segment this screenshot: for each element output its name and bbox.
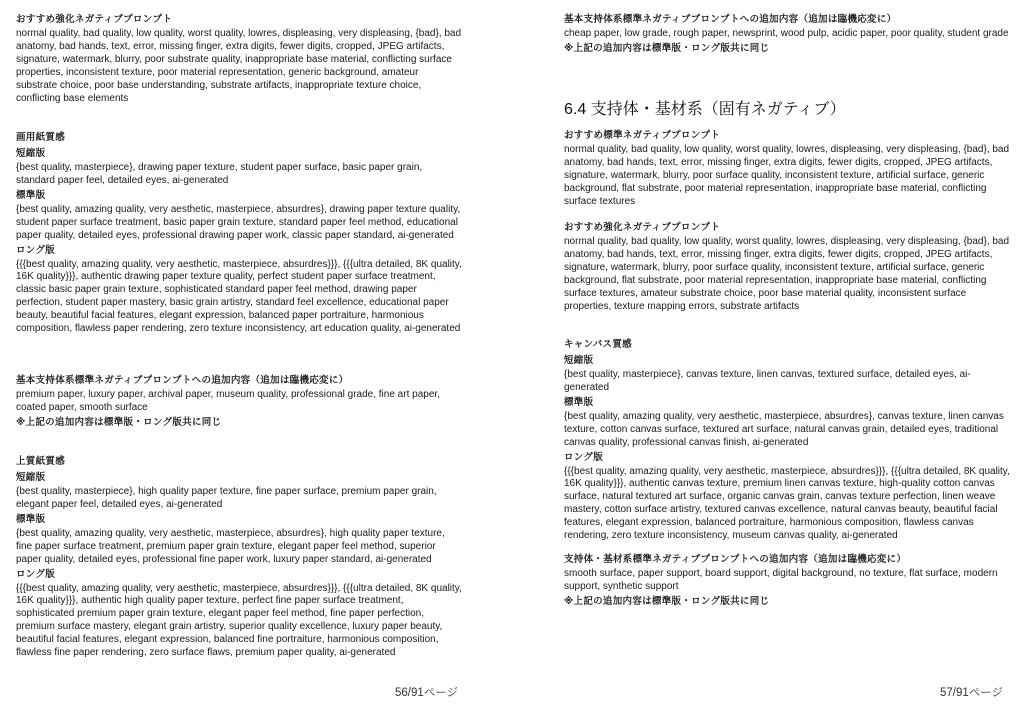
section-heading: 画用紙質感 [16,132,66,143]
long-label: ロング版 [16,244,56,256]
block-heading: 支持体・基材系標準ネガティブプロンプトへの追加内容（追加は臨機応変に） [564,554,907,565]
short-label: 短縮版 [16,472,46,483]
standard-prompt: {best quality, amazing quality, very aesthetic, masterpiece, absurdres}, canvas texture, linen canvas texture, cotton canvas surface, textured art surface, natural canvas grain, detailed eyes, traditional canvas quality, professional canvas finish, ai-generated [564,410,1004,448]
block-heading: おすすめ標準ネガティブプロンプト [564,130,721,141]
standard-label: 標準版 [16,189,46,201]
fine-paper-section [16,454,462,660]
long-label: ロング版 [564,451,604,463]
prompt-text: normal quality, bad quality, low quality, worst quality, lowres, displeasing, very displeasing, {bad}, bad anatomy, bad hands, text, error, missing finger, extra digits, fewer digits, cropped, JPEG artifacts, signature, watermark, blurry, poor surface quality, inconsistent texture, artificial surface, generic background, flat substrate, poor material representation, inappropriate base material, conflicting surface textures, amateur substrate choice, poor base material quality, inconsistent surface properties, texture mapping errors, substrate artifacts [564,236,1010,312]
prompt-text: normal quality, bad quality, low quality, worst quality, lowres, displeasing, very displeasing, {bad}, bad anatomy, bad hands, text, error, missing finger, extra digits, fewer digits, cropped, JPEG artifacts, signature, watermark, blurry, poor surface quality, inconsistent texture, artificial surface, generic background, flat substrate, poor material representation, inappropriate base material, conflicting surface textures [564,144,1010,207]
addition-block [564,12,1010,57]
addition-block-2 [564,552,1010,610]
addition-text: smooth surface, paper support, board support, digital background, no texture, flat surface, modern support, synthetic support [564,568,998,592]
addition-block [16,373,462,431]
standard-prompt: {best quality, amazing quality, very aesthetic, masterpiece, absurdres}, high quality paper texture, fine paper surface treatment, premium paper grain texture, elegant paper feel method, superior paper quality, detailed eyes, professional fine paper work, luxury paper standard, ai-generated [16,527,445,565]
section-heading: キャンバス質感 [564,339,632,350]
block-heading: おすすめ強化ネガティブプロンプト [16,14,173,25]
standard-label: 標準版 [16,513,46,525]
block-heading: 基本支持体系標準ネガティブプロンプトへの追加内容（追加は臨機応変に） [16,375,349,386]
standard-negative-block [564,128,1010,209]
page-number: 57/91ページ [940,687,1004,699]
canvas-section [564,337,1010,543]
long-prompt: {{{best quality, amazing quality, very aesthetic, masterpiece, absurdres}}}, {{{ultra detailed, 8K quality, 16K quality}}}, authentic drawing paper texture quality, perfect student paper surface treatment, classic basic paper grain texture, sophisticated standard paper feel method, drawing paper perfection, student paper mastery, basic grain artistry, standard feel excellence, educational paper beauty, beautiful facial features, elegant expression, balanced paper portraiture, harmonious composition, flawless paper rendering, zero texture inconsistency, art education quality, ai-generated [16,258,462,335]
addition-text: premium paper, luxury paper, archival paper, museum quality, professional grade, fine art paper, coated paper, smooth surface [16,389,440,413]
drawing-paper-section [16,130,462,336]
standard-label: 標準版 [564,396,594,408]
short-label: 短縮版 [16,148,46,159]
note: ※上記の追加内容は標準版・ロング版共に同じ [564,42,770,54]
section-heading: 上質紙質感 [16,456,66,467]
short-prompt: {best quality, masterpiece}, high quality paper texture, fine paper surface, premium paper grain, elegant paper feel, detailed eyes, ai-generated [16,486,437,510]
long-prompt: {{{best quality, amazing quality, very aesthetic, masterpiece, absurdres}}}, {{{ultra detailed, 8K quality, 16K quality}}}, authentic high quality paper texture, perfect fine paper surface treatment, sophisticated premium paper grain texture, elegant paper feel method, fine paper perfection, premium surface mastery, elegant grain artistry, superior quality excellence, luxury paper beauty, beautiful facial features, elegant expression, balanced fine portraiture, harmonious composition, flawless fine paper rendering, zero surface flaws, premium paper quality, ai-generated [16,582,462,659]
prompt-text: normal quality, bad quality, low quality, worst quality, lowres, displeasing, very displeasing, {bad}, bad anatomy, bad hands, text, error, missing finger, extra digits, fewer digits, cropped, JPEG artifacts, signature, watermark, blurry, poor substrate quality, inappropriate base material, conflicting surface properties, inconsistent texture, poor material representation, generic background, amateur substrate choice, poor base understanding, substrate artifacts, inappropriate texture choice, conflicting base elements [16,28,462,104]
section-title: 6.4 支持体・基材系（固有ネガティブ） [564,101,846,118]
standard-prompt: {best quality, amazing quality, very aesthetic, masterpiece, absurdres}, drawing paper texture quality, student paper surface treatment, basic paper grain texture, standard paper feel method, educational paper quality, detailed eyes, professional drawing paper work, classic paper standard, ai-generated [16,203,461,241]
block-heading: 基本支持体系標準ネガティブプロンプトへの追加内容（追加は臨機応変に） [564,14,897,25]
page-number: 56/91ページ [395,687,459,699]
enhanced-negative-block [564,220,1010,313]
short-prompt: {best quality, masterpiece}, drawing paper texture, student paper surface, basic paper grain, standard paper feel, detailed eyes, ai-generated [16,162,423,186]
page-57 [548,0,1024,712]
addition-text: cheap paper, low grade, rough paper, newsprint, wood pulp, acidic paper, poor quality, student grade [564,28,1009,39]
note: ※上記の追加内容は標準版・ロング版共に同じ [564,595,770,607]
enhanced-negative-block [16,12,462,105]
long-prompt: {{{best quality, amazing quality, very aesthetic, masterpiece, absurdres}}}, {{{ultra detailed, 8K quality, 16K quality}}}, authentic canvas texture, premium linen canvas texture, high-quality cotton canvas surface, natural textured art surface, organic canvas grain, canvas texture perfection, linen weave mastery, cotton surface artistry, textured canvas excellence, natural canvas beauty, beautiful facial features, elegant expression, balanced portraiture, harmonious composition, flawless canvas rendering, zero texture inconsistency, museum canvas quality, ai-generated [564,465,1010,542]
short-label: 短縮版 [564,355,594,366]
short-prompt: {best quality, masterpiece}, canvas texture, linen canvas, textured surface, detailed eyes, ai-generated [564,369,971,393]
long-label: ロング版 [16,568,56,580]
note: ※上記の追加内容は標準版・ロング版共に同じ [16,416,222,428]
block-heading: おすすめ強化ネガティブプロンプト [564,222,721,233]
